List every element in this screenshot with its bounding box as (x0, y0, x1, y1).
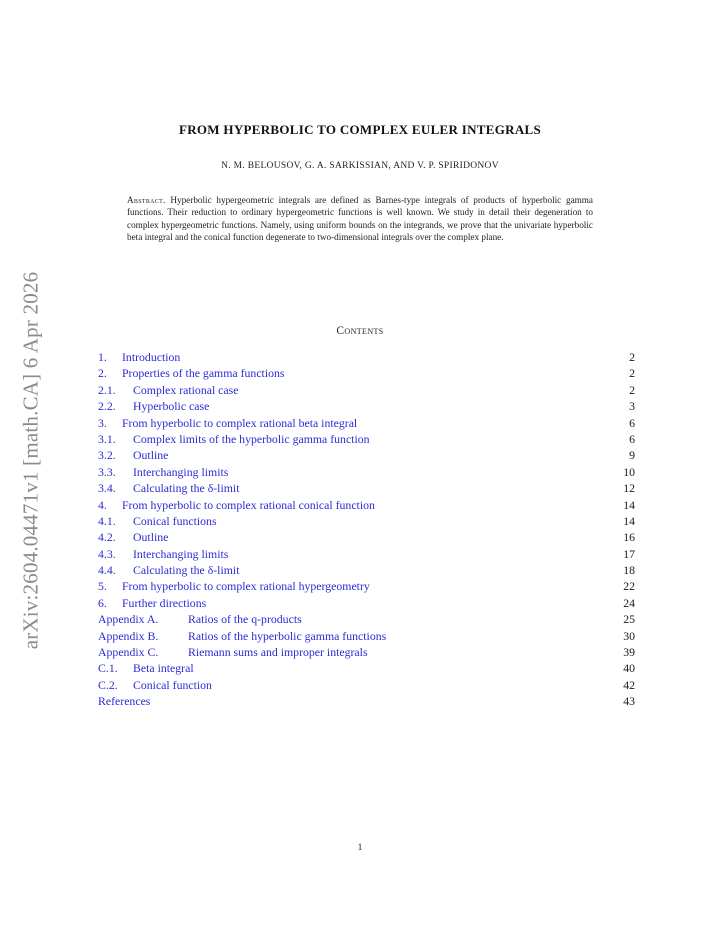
arxiv-identifier-stamp (6, 210, 56, 710)
toc-entry-number: 3.4. (98, 481, 116, 496)
toc-entry-page: 30 (623, 628, 635, 643)
toc-entry-page: 2 (629, 366, 635, 381)
toc-row (98, 644, 635, 660)
toc-entry-page: 6 (629, 431, 635, 446)
toc-entry-page: 18 (623, 563, 635, 578)
toc-entry-page: 12 (623, 481, 635, 496)
toc-entry-link[interactable] (98, 628, 386, 644)
toc-row (98, 693, 635, 709)
toc-entry-title: Interchanging limits (133, 546, 229, 561)
toc-entry-page: 25 (623, 612, 635, 627)
toc-entry-link[interactable] (98, 529, 168, 545)
paper-title: FROM HYPERBOLIC TO COMPLEX EULER INTEGRALS (178, 122, 542, 137)
toc-entry-link[interactable] (98, 382, 238, 398)
toc-entry-page: 40 (623, 661, 635, 676)
table-of-contents (98, 349, 635, 710)
toc-entry-title: Calculating the δ-limit (133, 481, 240, 496)
toc-entry-page: 3 (629, 399, 635, 414)
toc-row (98, 546, 635, 562)
toc-entry-number: 2.1. (98, 382, 116, 397)
toc-entry-title: Riemann sums and improper integrals (188, 645, 368, 660)
toc-entry-number: C.1. (98, 661, 118, 676)
toc-row (98, 578, 635, 594)
toc-entry-number: 3.2. (98, 448, 116, 463)
toc-row (98, 382, 635, 398)
toc-row (98, 677, 635, 693)
toc-entry-number: 5. (98, 579, 107, 594)
toc-entry-title: Outline (133, 530, 169, 545)
toc-entry-link[interactable] (98, 447, 168, 463)
toc-row (98, 595, 635, 611)
abstract-label: Abstract. (127, 195, 166, 205)
toc-entry-page: 42 (623, 677, 635, 692)
toc-entry-page: 22 (623, 579, 635, 594)
toc-entry-page: 2 (629, 350, 635, 364)
toc-row (98, 431, 635, 447)
toc-row (98, 464, 635, 480)
toc-entry-title: Calculating the δ-limit (133, 563, 240, 578)
toc-entry-page: 24 (623, 595, 635, 610)
toc-entry-number: C.2. (98, 677, 118, 692)
arxiv-identifier: arXiv:2604.04471v1 [math.CA] 6 Apr 2026 (18, 271, 43, 649)
toc-entry-number: 1. (98, 350, 107, 364)
toc-entry-title: References (98, 694, 151, 709)
toc-entry-number: 4.4. (98, 563, 116, 578)
toc-row (98, 562, 635, 578)
toc-entry-page: 16 (623, 530, 635, 545)
toc-entry-number: 4. (98, 497, 107, 512)
abstract (127, 194, 593, 243)
toc-entry-link[interactable] (98, 677, 212, 693)
toc-entry-title: Beta integral (133, 661, 194, 676)
toc-entry-title: Complex limits of the hyperbolic gamma function (133, 431, 370, 446)
toc-row (98, 480, 635, 496)
toc-entry-title: Interchanging limits (133, 464, 229, 479)
toc-entry-page: 9 (629, 448, 635, 463)
toc-entry-title: Conical functions (133, 513, 217, 528)
toc-entry-title: From hyperbolic to complex rational hypergeometry (122, 579, 370, 594)
toc-row (98, 447, 635, 463)
toc-entry-number: 4.3. (98, 546, 116, 561)
toc-entry-link[interactable] (98, 611, 302, 627)
toc-entry-link[interactable] (98, 431, 370, 447)
toc-row (98, 497, 635, 513)
toc-row (98, 628, 635, 644)
toc-entry-title: Outline (133, 448, 169, 463)
toc-entry-number: Appendix B. (98, 628, 159, 643)
toc-entry-number: Appendix A. (98, 612, 159, 627)
toc-entry-link[interactable] (98, 349, 180, 365)
toc-entry-number: 2.2. (98, 399, 116, 414)
toc-entry-link[interactable] (98, 546, 228, 562)
toc-entry-link[interactable] (98, 497, 375, 513)
toc-row (98, 415, 635, 431)
toc-entry-page: 17 (623, 546, 635, 561)
toc-entry-number: 4.1. (98, 513, 116, 528)
toc-entry-link[interactable] (98, 398, 209, 414)
toc-entry-title: Ratios of the hyperbolic gamma functions (188, 628, 387, 643)
toc-entry-link[interactable] (98, 660, 194, 676)
toc-entry-link[interactable] (98, 513, 217, 529)
toc-entry-page: 6 (629, 415, 635, 430)
toc-entry-number: 6. (98, 595, 107, 610)
toc-entry-title: Conical function (133, 677, 212, 692)
toc-row (98, 529, 635, 545)
toc-entry-title: Ratios of the q-products (188, 612, 302, 627)
toc-entry-number: 3. (98, 415, 107, 430)
toc-entry-number: Appendix C. (98, 645, 159, 660)
toc-entry-number: 4.2. (98, 530, 116, 545)
contents-heading: Contents (336, 325, 384, 337)
toc-entry-number: 2. (98, 366, 107, 381)
toc-row (98, 398, 635, 414)
toc-entry-page: 14 (623, 513, 635, 528)
toc-entry-link[interactable] (98, 365, 285, 381)
abstract-text: Hyperbolic hypergeometric integrals are defined as Barnes-type integrals of products of hyperbolic gamma functions. Their reduction to ordinary hypergeometric functions is well known. We study in detail their degeneration to complex hypergeometric functions. Namely, using uniform bounds on the integrands, we prove that the univariate hyperbolic beta integral and the conical function degenerate to two-dimensional integrals over the complex plane. (127, 195, 594, 242)
toc-entry-page: 39 (623, 645, 635, 660)
toc-entry-title: From hyperbolic to complex rational beta integral (122, 415, 358, 430)
page-number: 1 (357, 843, 363, 853)
toc-entry-number: 3.1. (98, 431, 116, 446)
toc-row (98, 365, 635, 381)
toc-entry-link[interactable] (98, 578, 370, 594)
toc-row (98, 513, 635, 529)
toc-entry-page: 2 (629, 382, 635, 397)
toc-entry-title: From hyperbolic to complex rational conical function (122, 497, 375, 512)
toc-row (98, 349, 635, 365)
toc-entry-link[interactable] (98, 464, 228, 480)
toc-entry-page: 14 (623, 497, 635, 512)
toc-entry-number: 3.3. (98, 464, 116, 479)
toc-entry-title: Complex rational case (133, 382, 239, 397)
toc-entry-title: Introduction (122, 350, 181, 364)
toc-entry-link[interactable] (98, 595, 206, 611)
toc-entry-page: 10 (623, 464, 635, 479)
toc-entry-link[interactable] (98, 693, 150, 709)
toc-row (98, 660, 635, 676)
paper-authors: N. M. BELOUSOV, G. A. SARKISSIAN, AND V. P. SPIRIDONOV (221, 161, 499, 171)
toc-row (98, 611, 635, 627)
toc-entry-link[interactable] (98, 644, 368, 660)
toc-entry-link[interactable] (98, 415, 357, 431)
toc-entry-link[interactable] (98, 480, 239, 496)
toc-entry-title: Properties of the gamma functions (122, 366, 285, 381)
toc-entry-title: Hyperbolic case (133, 399, 210, 414)
toc-entry-link[interactable] (98, 562, 239, 578)
toc-entry-title: Further directions (122, 595, 207, 610)
toc-entry-page: 43 (623, 694, 635, 709)
